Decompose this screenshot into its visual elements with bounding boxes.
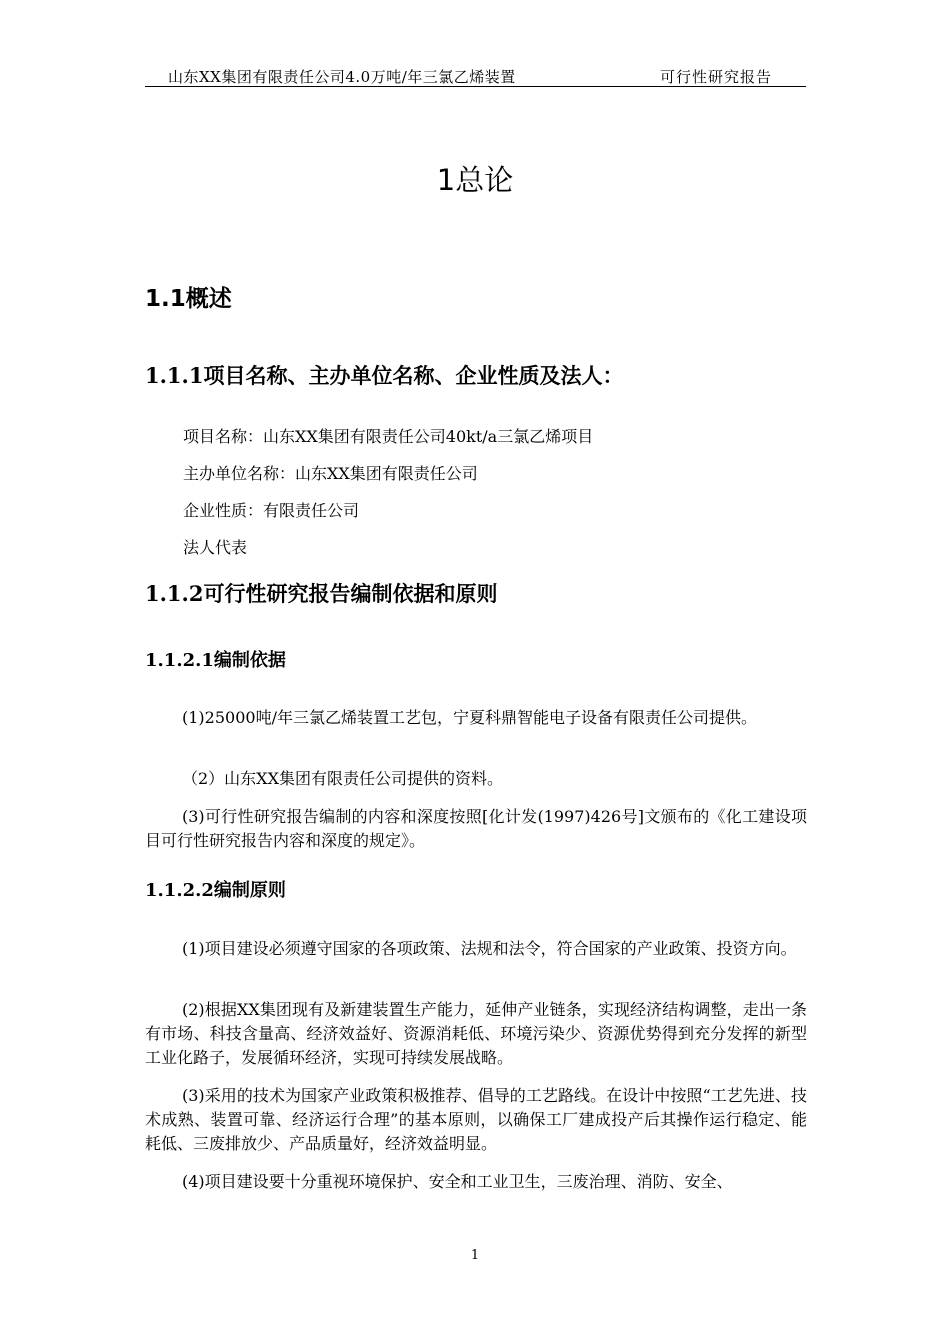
running-header-doc-type: 可行性研究报告 bbox=[660, 68, 773, 86]
project-name-line: 项目名称：山东XX集团有限责任公司40kt/a三氯乙烯项目 bbox=[183, 427, 594, 446]
section-heading-1-1-2-1: 1.1.2.1编制依据 bbox=[145, 650, 286, 671]
sponsor-name-line: 主办单位名称：山东XX集团有限责任公司 bbox=[183, 464, 478, 483]
principle-paragraph-3: (3)采用的技术为国家产业政策积极推荐、倡导的工艺路线。在设计中按照“工艺先进、技术成熟、装置可靠、经济运行合理”的基本原则，以确保工厂建成投产后其操作运行稳定、能耗低、三废排放少、产品质量好，经济效益明显。 bbox=[145, 1086, 807, 1153]
principle-paragraph-2: (2)根据XX集团现有及新建装置生产能力，延伸产业链条，实现经济结构调整，走出一条有市场、科技含量高、经济效益好、资源消耗低、环境污染少、资源优势得到充分发挥的新型工业化路子，发展循环经济，实现可持续发展战略。 bbox=[145, 1000, 807, 1067]
section-heading-1-1-1: 1.1.1项目名称、主办单位名称、企业性质及法人： bbox=[145, 363, 624, 388]
running-header-title: 山东XX集团有限责任公司4.0万吨/年三氯乙烯装置 bbox=[168, 68, 516, 86]
section-heading-1-1-2-2: 1.1.2.2编制原则 bbox=[145, 880, 286, 901]
section-heading-1-1: 1.1概述 bbox=[145, 286, 232, 312]
enterprise-type-line: 企业性质：有限责任公司 bbox=[183, 501, 360, 520]
basis-paragraph-1: (1)25000吨/年三氯乙烯装置工艺包，宁夏科鼎智能电子设备有限责任公司提供。 bbox=[182, 708, 757, 727]
chapter-title: 1总论 bbox=[436, 163, 514, 197]
header-divider bbox=[145, 86, 806, 87]
legal-rep-line: 法人代表 bbox=[183, 538, 248, 557]
basis-paragraph-2: （2）山东XX集团有限责任公司提供的资料。 bbox=[182, 769, 503, 788]
section-heading-1-1-2: 1.1.2可行性研究报告编制依据和原则 bbox=[145, 581, 498, 606]
principle-paragraph-1: (1)项目建设必须遵守国家的各项政策、法规和法令，符合国家的产业政策、投资方向。 bbox=[182, 939, 797, 958]
principle-paragraph-4: (4)项目建设要十分重视环境保护、安全和工业卫生，三废治理、消防、安全、 bbox=[182, 1172, 733, 1191]
page-number: 1 bbox=[470, 1248, 480, 1263]
basis-paragraph-3: (3)可行性研究报告编制的内容和深度按照[化计发(1997)426号]文颁布的《化工建设项目可行性研究报告内容和深度的规定》。 bbox=[145, 807, 807, 850]
